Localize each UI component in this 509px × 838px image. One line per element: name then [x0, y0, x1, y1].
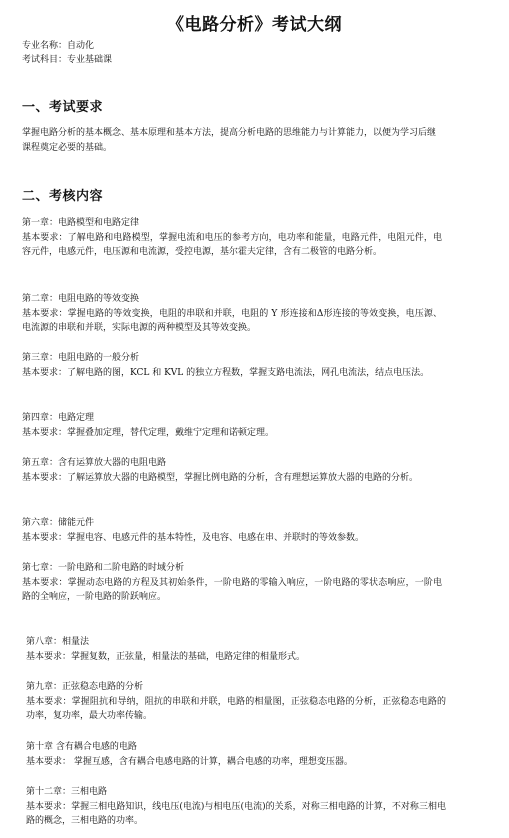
section-heading-content: 二、考核内容 [22, 189, 104, 204]
chapter-requirements: 基本要求：掌握阻抗和导纳，阻抗的串联和并联，电路的相量图，正弦稳态电路的分析，正弦稳态电路的功率，复功率，最大功率传输。 [26, 696, 446, 721]
chapter-requirements: 基本要求：掌握电路的等效变换，电阻的串联和并联，电阻的 Y 形连接和Δ形连接的等效变换，电压源、电流源的串联和并联，实际电源的两种模型及其等效变换。 [22, 308, 442, 333]
chapter-title: 第二章：电阻电路的等效变换 [22, 294, 140, 304]
chapter-5 [22, 456, 442, 485]
chapter-8 [26, 635, 446, 664]
chapter-9 [26, 680, 446, 724]
document-title: 《电路分析》考试大纲 [167, 15, 342, 35]
chapter-requirements: 基本要求：了解电路和电路模型，掌握电流和电压的参考方向，电功率和能量，电路元件，电阻元件，电容元件，电感元件，电压源和电流源，受控电源，基尔霍夫定律，含有二极管的电路分析。 [22, 232, 442, 257]
requirements-text: 掌握电路分析的基本概念、基本原理和基本方法，提高分析电路的思维能力与计算能力，以便为学习后继课程奠定必要的基础。 [22, 128, 437, 153]
chapter-1 [22, 216, 442, 260]
chapter-title: 第十章 含有耦合电感的电路 [26, 742, 137, 752]
chapter-6 [22, 516, 442, 545]
chapter-title: 第七章：一阶电路和二阶电路的时域分析 [22, 563, 185, 573]
chapter-requirements: 基本要求：掌握叠加定理，替代定理，戴维宁定理和诺顿定理。 [22, 427, 275, 438]
major-name: 专业名称：自动化 [22, 41, 95, 51]
chapter-title: 第六章：储能元件 [22, 518, 95, 528]
chapter-requirements: 基本要求：掌握复数，正弦量，相量法的基础，电路定律的相量形式。 [26, 651, 306, 662]
chapter-requirements: 基本要求：掌握动态电路的方程及其初始条件，一阶电路的零输入响应，一阶电路的零状态响应，一阶电路的全响应，一阶电路的阶跃响应。 [22, 577, 442, 602]
chapter-title: 第一章：电路模型和电路定律 [22, 218, 140, 228]
chapter-requirements: 基本要求：了解运算放大器的电路模型，掌握比例电路的分析，含有理想运算放大器的电路的分析。 [22, 472, 419, 483]
chapter-3 [22, 351, 442, 380]
chapter-10 [26, 740, 446, 769]
chapter-requirements: 基本要求：了解电路的图，KCL 和 KVL 的独立方程数，掌握支路电流法，网孔电流法，结点电压法。 [22, 367, 430, 378]
chapter-requirements: 基本要求：掌握电容、电感元件的基本特性，及电容、电感在串、并联时的等效参数。 [22, 532, 365, 543]
section-heading-requirements: 一、考试要求 [22, 100, 104, 115]
chapter-requirements: 基本要求： 掌握互感，含有耦合电感电路的计算，耦合电感的功率，理想变压器。 [26, 756, 353, 767]
chapter-7 [22, 561, 442, 605]
chapter-12 [26, 785, 446, 829]
chapter-title: 第十二章：三相电路 [26, 787, 108, 797]
exam-subject: 考试科目：专业基础课 [22, 55, 113, 65]
chapter-title: 第九章：正弦稳态电路的分析 [26, 682, 144, 692]
chapter-2 [22, 292, 442, 336]
chapter-title: 第八章：相量法 [26, 637, 90, 647]
chapter-requirements: 基本要求：掌握三相电路知识，线电压(电流)与相电压(电流)的关系，对称三相电路的计算，不对称三相电路的概念，三相电路的功率。 [26, 801, 446, 826]
chapter-4 [22, 411, 442, 440]
chapter-title: 第四章：电路定理 [22, 413, 95, 423]
chapter-title: 第三章：电阻电路的一般分析 [22, 353, 140, 363]
chapter-title: 第五章：含有运算放大器的电阻电路 [22, 458, 167, 468]
